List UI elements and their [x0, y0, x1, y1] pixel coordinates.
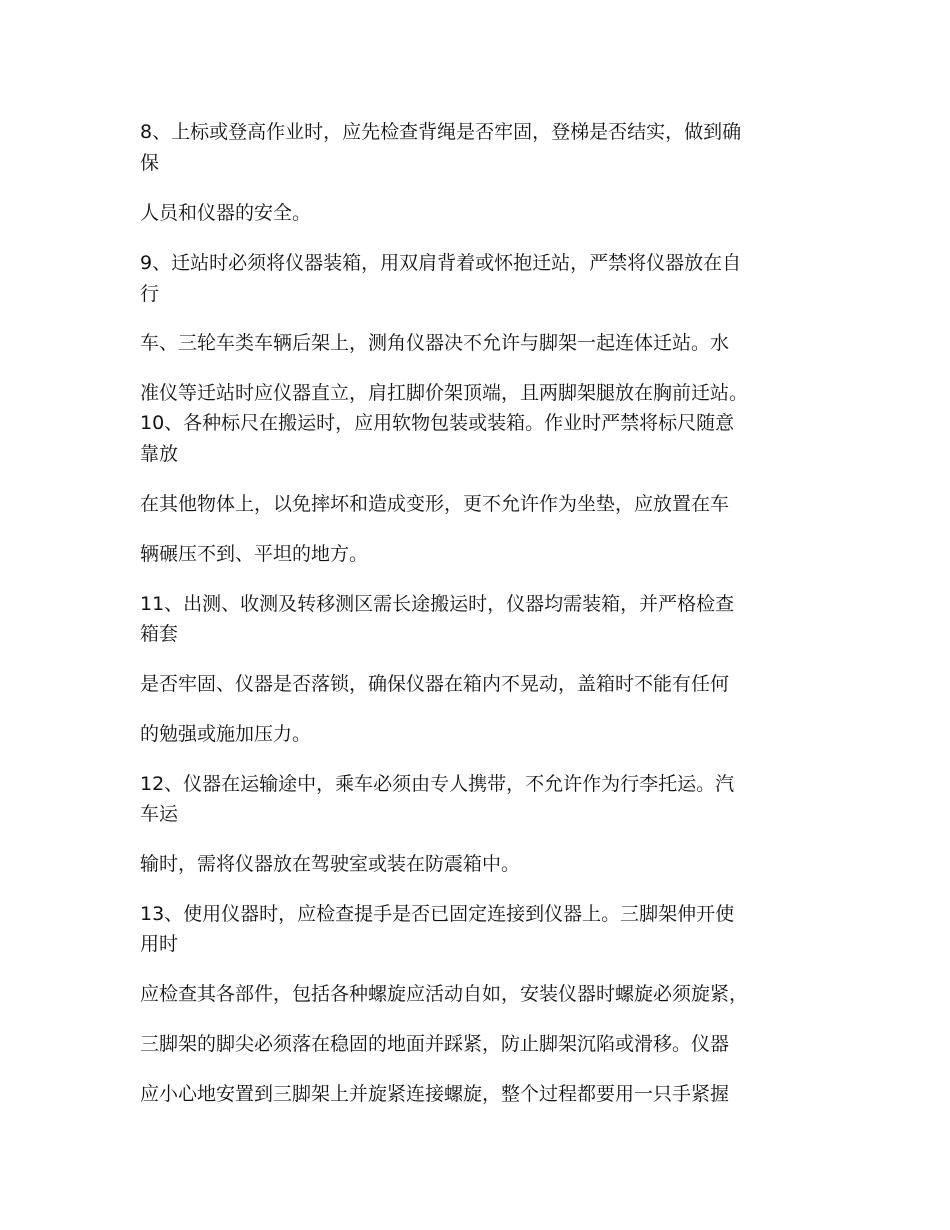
text-line: 保 — [140, 152, 160, 174]
text-line: 应检查其各部件，包括各种螺旋应活动自如，安装仪器时螺旋必须旋紧， — [140, 983, 749, 1005]
text-line: 三脚架的脚尖必须落在稳固的地面并踩紧，防止脚架沉陷或滑移。仪器 — [140, 1033, 730, 1055]
text-line: 13、使用仪器时，应检查提手是否已固定连接到仪器上。三脚架伸开使 — [140, 903, 735, 925]
text-line: 的勉强或施加压力。 — [140, 723, 312, 745]
text-line: 8、上标或登高作业时，应先检查背绳是否牢固，登梯是否结实，做到确 — [140, 121, 742, 143]
text-line: 箱套 — [140, 623, 179, 645]
text-line: 在其他物体上，以免摔坏和造成变形，更不允许作为坐垫，应放置在车 — [140, 493, 730, 515]
text-line: 人员和仪器的安全。 — [140, 202, 312, 224]
text-line: 输时，需将仪器放在驾驶室或装在防震箱中。 — [140, 853, 521, 875]
text-line: 10、各种标尺在搬运时，应用软物包装或装箱。作业时严禁将标尺随意 — [140, 412, 735, 434]
text-line: 12、仪器在运输途中，乘车必须由专人携带，不允许作为行李托运。汽 — [140, 773, 735, 795]
text-line: 辆碾压不到、平坦的地方。 — [140, 543, 369, 565]
text-line: 用时 — [140, 933, 179, 955]
text-line: 车、三轮车类车辆后架上，测角仪器决不允许与脚架一起连体迁站。水 — [140, 332, 730, 354]
text-line: 行 — [140, 283, 160, 305]
text-line: 9、迁站时必须将仪器装箱，用双肩背着或怀抱迁站，严禁将仪器放在自 — [140, 252, 742, 274]
text-line: 应小心地安置到三脚架上并旋紧连接螺旋，整个过程都要用一只手紧握 — [140, 1083, 730, 1105]
text-line: 准仪等迁站时应仪器直立，肩扛脚价架顶端，且两脚架腿放在胸前迁站。 — [140, 382, 749, 404]
text-line: 是否牢固、仪器是否落锁，确保仪器在箱内不晃动，盖箱时不能有任何 — [140, 673, 730, 695]
text-line: 靠放 — [140, 443, 179, 465]
text-line: 车运 — [140, 803, 179, 825]
text-line: 11、出测、收测及转移测区需长途搬运时，仪器均需装箱，并严格检查 — [140, 593, 735, 615]
